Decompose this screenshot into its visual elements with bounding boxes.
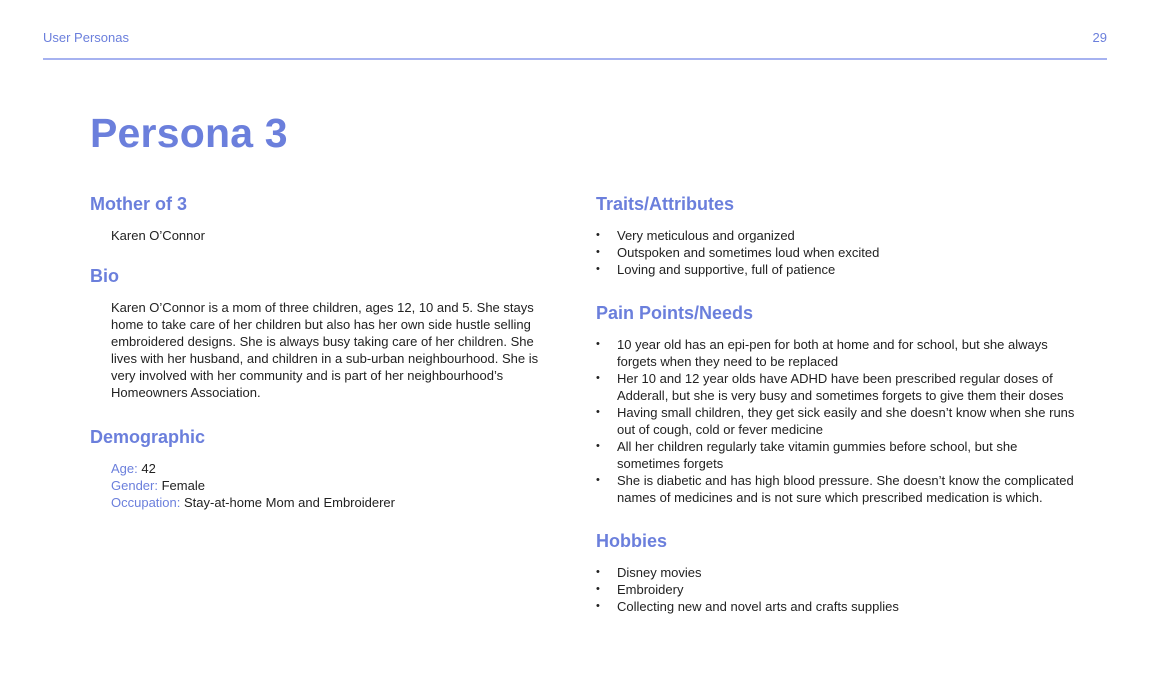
demographic-label: Occupation:: [111, 495, 181, 510]
list-item-text: Embroidery: [617, 582, 684, 597]
list-item-text: All her children regularly take vitamin gummies before school, but she sometimes forgets: [617, 439, 1018, 471]
bullet: •: [596, 474, 600, 486]
header-divider: [43, 58, 1107, 60]
list-item: [596, 227, 1076, 244]
list-item: [596, 598, 1076, 615]
list-item: [596, 336, 1076, 370]
list-item: [596, 404, 1076, 438]
list-item: [596, 564, 1076, 581]
demographic-heading: Demographic: [90, 427, 206, 447]
list-item-text: Collecting new and novel arts and crafts supplies: [617, 599, 899, 614]
demographic-value: Stay-at-home Mom and Embroiderer: [184, 495, 395, 510]
demographic-occupation: [111, 494, 540, 511]
list-item-text: She is diabetic and has high blood pressure. She doesn’t know the complicated names of medicines and is not sure which prescribed medication is which.: [617, 473, 1074, 505]
bio-text: Karen O’Connor is a mom of three children, ages 12, 10 and 5. She stays home to take care of her children but also has her own side hustle selling embroidered designs. She is always busy taking care of her children. She lives with her husband, and children in a sub-urban neighbourhood. She is very involved with her community and is part of her neighbourhood’s Homeowners Association.: [111, 300, 539, 400]
demographic-value: 42: [141, 461, 156, 476]
bullet: •: [596, 372, 600, 384]
demographic-value: Female: [161, 478, 205, 493]
demographic-label: Gender:: [111, 478, 158, 493]
demographic-gender: [111, 477, 540, 494]
role-heading: Mother of 3: [90, 194, 187, 214]
header-title: User Personas: [43, 30, 129, 45]
bullet: •: [596, 440, 600, 452]
list-item-text: 10 year old has an epi-pen for both at home and for school, but she always forgets when they need to be replaced: [617, 337, 1048, 369]
persona-name: Karen O’Connor: [111, 228, 205, 243]
page-title: Persona 3: [90, 110, 288, 156]
hobbies-heading: Hobbies: [596, 531, 668, 551]
list-item: [596, 370, 1076, 404]
list-item-text: Loving and supportive, full of patience: [617, 262, 836, 277]
list-item: [596, 244, 1076, 261]
bullet: •: [596, 263, 600, 275]
list-item: [596, 472, 1076, 506]
list-item: [596, 438, 1076, 472]
traits-list: [596, 227, 1076, 278]
demographic-age: [111, 460, 540, 477]
pain-points-heading: Pain Points/Needs: [596, 303, 754, 323]
list-item: [596, 261, 1076, 278]
bullet: •: [596, 600, 600, 612]
right-column: [596, 194, 1076, 615]
hobbies-list: [596, 564, 1076, 615]
bullet: •: [596, 583, 600, 595]
list-item-text: Disney movies: [617, 565, 702, 580]
bullet: •: [596, 246, 600, 258]
list-item-text: Her 10 and 12 year olds have ADHD have been prescribed regular doses of Adderall, but she is very busy and sometimes forgets to give them their doses: [617, 371, 1064, 403]
list-item-text: Very meticulous and organized: [617, 228, 795, 243]
list-item: [596, 581, 1076, 598]
bullet: •: [596, 566, 600, 578]
page-number: 29: [1092, 30, 1107, 45]
bio-heading: Bio: [90, 266, 119, 286]
list-item-text: Outspoken and sometimes loud when excited: [617, 245, 880, 260]
left-column: [90, 194, 540, 511]
demographic-label: Age:: [111, 461, 138, 476]
pain-points-list: [596, 336, 1076, 506]
list-item-text: Having small children, they get sick easily and she doesn’t know when she runs out of cough, cold or fever medicine: [617, 405, 1075, 437]
traits-heading: Traits/Attributes: [596, 194, 735, 214]
demographic-list: [111, 460, 540, 511]
bullet: •: [596, 338, 600, 350]
bullet: •: [596, 229, 600, 241]
bullet: •: [596, 406, 600, 418]
